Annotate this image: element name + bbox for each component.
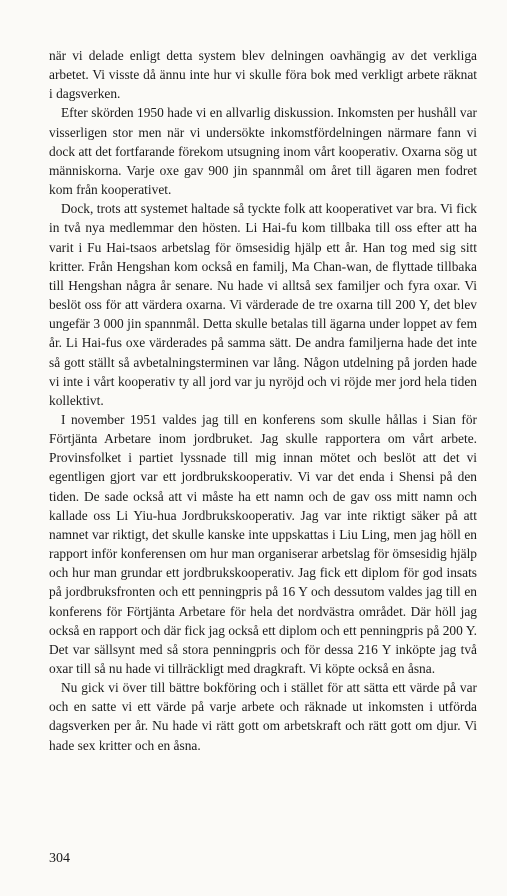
paragraph: Nu gick vi över till bättre bokföring och i stället för att sätta ett värde på var och en satte vi ett värde på varje arbete och räknade ut inkomsten i utförda dagsverken per år. Nu hade vi rätt gott om arbetskraft och rätt gott om djur. Vi hade sex kritter och en åsna.: [49, 680, 477, 753]
body-text: [49, 46, 477, 755]
paragraph: Dock, trots att systemet haltade så tyckte folk att kooperativet var bra. Vi fick in två nya medlemmar den hösten. Li Hai-fu kom tillbaka till oss efter att ha varit i Fu Hai-tsaos arbetslag för ömsesidig hjälp ett år. Han tog med sig sitt kritter. Från Hengshan kom också en familj, Ma Chan-wan, de flyttade tillbaka till Hengshan några år senare. Nu hade vi alltså sex familjer och fyra oxar. Vi beslöt oss för att värdera oxarna. Vi värderade de tre oxarna till 200 Y, det blev ungefär 3 000 jin spannmål. Detta skulle betalas till ägarna under loppet av fem år. Li Hai-fus oxe värderades på samma sätt. De andra familjerna hade det inte så gott ställt så avbetalningsterminen var lång. Någon utdelning på jorden hade vi inte i vårt kooperativ ty all jord var ju nyröjd och vi röjde mer jord hela tiden kollektivt.: [49, 201, 477, 408]
paragraph: I november 1951 valdes jag till en konferens som skulle hållas i Sian för Förtjänta Arbetare inom jordbruket. Jag skulle rapportera om vårt arbete. Provinsfolket i partiet lyssnade till mig innan mötet och beslöt att det vi egentligen gjort var ett jordbrukskooperativ. Vi var det enda i Shensi på den tiden. De sade också att vi måste ha ett namn och de gav oss mitt namn och kallade oss Li Yiu-hua Jordbrukskooperativ. Jag var inte riktigt säker på att namnet var riktigt, det skulle kanske inte uppskattas i Liu Ling, men jag höll en rapport inför konferensen om hur man organiserar arbetslag för ömsesidig hjälp och hur man grundar ett jordbrukskooperativ. Jag fick ett diplom för god insats på jordbruksfronten och ett penningpris på 16 Y och dessutom valdes jag till en konferens för Förtjänta Arbetare för hela det nordvästra området. Där höll jag också en rapport och där fick jag också ett diplom och ett penningpris på 200 Y. Det var sällsynt med så stora penningpris och för dessa 216 Y inköpte jag två oxar till så nu hade vi tillräckligt med dragkraft. Vi köpte också en åsna.: [49, 411, 477, 676]
page-number: 304: [49, 851, 70, 866]
paragraph-continued: när vi delade enligt detta system blev delningen oavhängig av det verkliga arbetet. Vi visste då ännu inte hur vi skulle föra bok med verkligt arbete räknat i dagsverken.: [49, 48, 477, 102]
paragraph: Efter skörden 1950 hade vi en allvarlig diskussion. Inkomsten per hushåll var visserligen stor men när vi undersökte inkomstfördelningen närmare fann vi dock att det fortfarande förekom utsugning inom vårt kooperativ. Oxarna sög ut människorna. Varje oxe gav 900 jin spannmål om året till ägaren men fodret kom från kooperativet.: [49, 105, 477, 198]
